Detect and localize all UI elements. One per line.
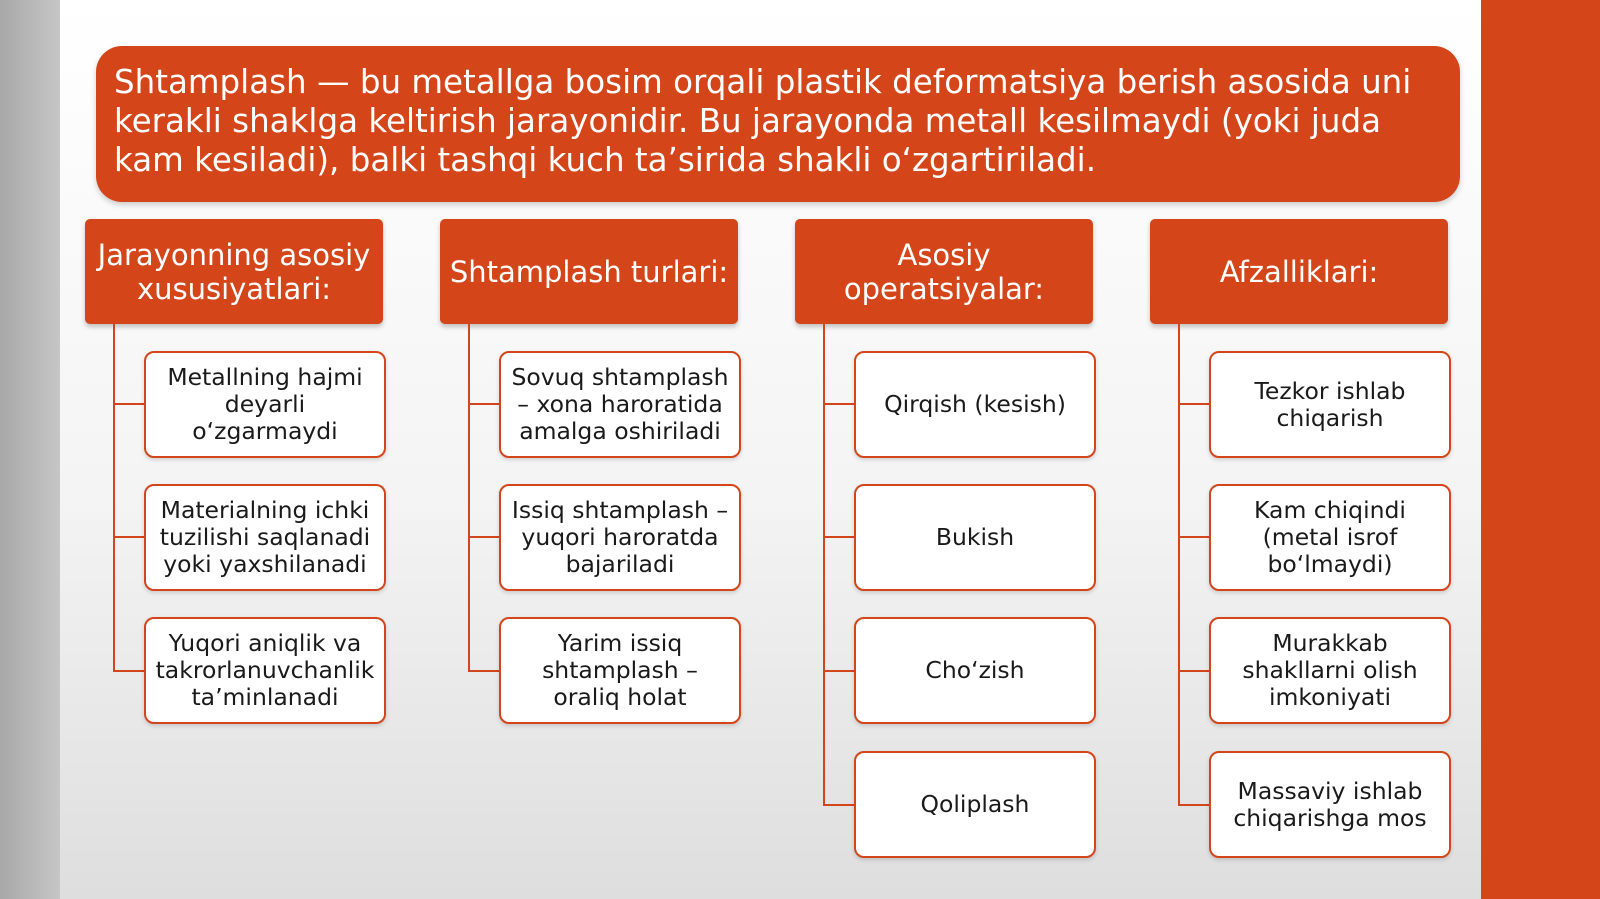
connector-branch	[468, 670, 499, 672]
definition-text: Shtamplash — bu metallga bosim orqali plastik deformatsiya berish asosida uni kerakli shaklga keltirish jarayonidir. Bu jarayonda metall kesilmaydi (yoki juda kam kesiladi), balki tashqi kuch ta’sirida shakli o‘zgartiriladi.	[114, 63, 1412, 179]
connector-branch	[113, 403, 144, 405]
operation-item	[854, 484, 1096, 591]
type-item	[499, 351, 741, 458]
connector-trunk	[468, 324, 470, 672]
advantage-item	[1209, 484, 1451, 591]
column-header-operations	[795, 219, 1093, 324]
item-label: Yuqori aniqlik va takrorlanuvchanlik ta’minlanadi	[155, 629, 375, 711]
operation-item	[854, 351, 1096, 458]
connector-branch	[823, 670, 854, 672]
item-label: Murakkab shakllarni olish imkoniyati	[1242, 629, 1418, 711]
item-label: Metallning hajmi deyarli o‘zgarmaydi	[167, 363, 363, 445]
column-header-types	[440, 219, 738, 324]
connector-branch	[823, 536, 854, 538]
connector-branch	[113, 670, 144, 672]
feature-item	[144, 617, 386, 724]
column-title: Afzalliklari:	[1219, 254, 1379, 289]
item-label: Qoliplash	[920, 790, 1030, 818]
connector-trunk	[1178, 324, 1180, 806]
column-title: Shtamplash turlari:	[449, 254, 729, 289]
item-label: Cho‘zish	[925, 656, 1025, 684]
connector-trunk	[113, 324, 115, 672]
item-label: Kam chiqindi (metal isrof bo‘lmaydi)	[1254, 496, 1406, 578]
item-label: Issiq shtamplash – yuqori haroratda bajariladi	[511, 496, 729, 578]
operation-item	[854, 751, 1096, 858]
item-label: Qirqish (kesish)	[884, 390, 1066, 418]
connector-branch	[823, 804, 854, 806]
connector-branch	[1178, 536, 1209, 538]
operation-item	[854, 617, 1096, 724]
type-item	[499, 617, 741, 724]
item-label: Sovuq shtamplash – xona haroratida amalga oshiriladi	[511, 363, 729, 445]
advantage-item	[1209, 617, 1451, 724]
column-header-features	[85, 219, 383, 324]
connector-branch	[1178, 403, 1209, 405]
advantage-item	[1209, 751, 1451, 858]
feature-item	[144, 484, 386, 591]
column-title: Asosiy operatsiyalar:	[843, 237, 1045, 306]
connector-branch	[468, 403, 499, 405]
left-decor-bar	[0, 0, 60, 899]
connector-branch	[1178, 670, 1209, 672]
connector-branch	[113, 536, 144, 538]
connector-branch	[468, 536, 499, 538]
connector-branch	[1178, 804, 1209, 806]
right-decor-bar	[1481, 0, 1600, 899]
item-label: Tezkor ishlab chiqarish	[1254, 376, 1406, 432]
column-header-advantages	[1150, 219, 1448, 324]
advantage-item	[1209, 351, 1451, 458]
item-label: Bukish	[935, 523, 1015, 551]
feature-item	[144, 351, 386, 458]
connector-trunk	[823, 324, 825, 806]
definition-banner	[96, 46, 1460, 202]
item-label: Materialning ichki tuzilishi saqlanadi yoki yaxshilanadi	[159, 496, 371, 578]
connector-branch	[823, 403, 854, 405]
type-item	[499, 484, 741, 591]
column-title: Jarayonning asosiy xususiyatlari:	[97, 237, 371, 306]
item-label: Massaviy ishlab chiqarishga mos	[1233, 776, 1427, 832]
item-label: Yarim issiq shtamplash – oraliq holat	[542, 629, 698, 711]
